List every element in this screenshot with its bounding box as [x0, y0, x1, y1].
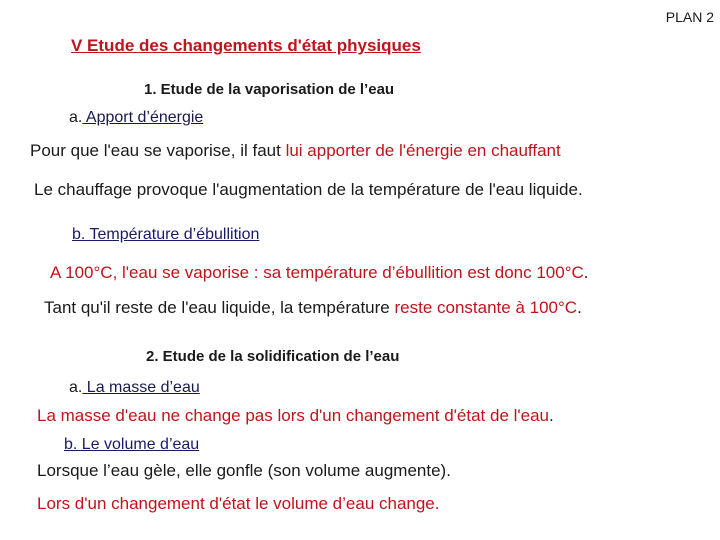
paragraph-3-period: .	[583, 263, 589, 282]
subsection-1b-heading: b. Température d’ébullition	[72, 226, 260, 243]
paragraph-3-text: A 100°C, l'eau se vaporise : sa température d’ébullition est donc 100°C	[50, 263, 584, 282]
subsection-2a-label: La masse d’eau	[82, 379, 200, 396]
subsection-2a-prefix: a.	[69, 379, 83, 396]
paragraph-6: Lorsque l’eau gèle, elle gonfle (son volume augmente).	[37, 461, 451, 480]
plan-label: PLAN 2	[665, 9, 714, 25]
paragraph-7: Lors d'un changement d'état le volume d’eau change.	[37, 494, 440, 513]
paragraph-4-period: .	[577, 298, 582, 317]
paragraph-5	[37, 406, 554, 426]
subsection-2b-heading: b. Le volume d’eau	[64, 436, 200, 453]
paragraph-5-text: La masse d'eau ne change pas lors d'un changement d'état de l'eau	[37, 406, 550, 425]
subsection-1a-heading	[69, 109, 203, 127]
paragraph-4-text: Tant qu'il reste de l'eau liquide, la température	[44, 298, 395, 317]
section-2-heading: 2. Etude de la solidification de l’eau	[146, 348, 400, 365]
paragraph-5-period: .	[549, 406, 554, 425]
page-title: V Etude des changements d'état physiques	[71, 36, 421, 55]
subsection-1a-prefix: a.	[69, 109, 83, 126]
subsection-2a-heading	[69, 379, 200, 397]
paragraph-1-highlight: lui apporter de l'énergie en chauffant	[285, 141, 561, 160]
subsection-1a-label: Apport d’énergie	[82, 109, 204, 126]
paragraph-1	[30, 141, 561, 161]
paragraph-4	[44, 298, 582, 318]
paragraph-4-highlight: reste constante à 100°C	[394, 298, 578, 317]
paragraph-2: Le chauffage provoque l'augmentation de la température de l'eau liquide.	[34, 180, 583, 199]
paragraph-3	[50, 263, 589, 283]
section-1-heading: 1. Etude de la vaporisation de l’eau	[144, 81, 395, 98]
paragraph-1-text: Pour que l'eau se vaporise, il faut	[30, 141, 286, 160]
